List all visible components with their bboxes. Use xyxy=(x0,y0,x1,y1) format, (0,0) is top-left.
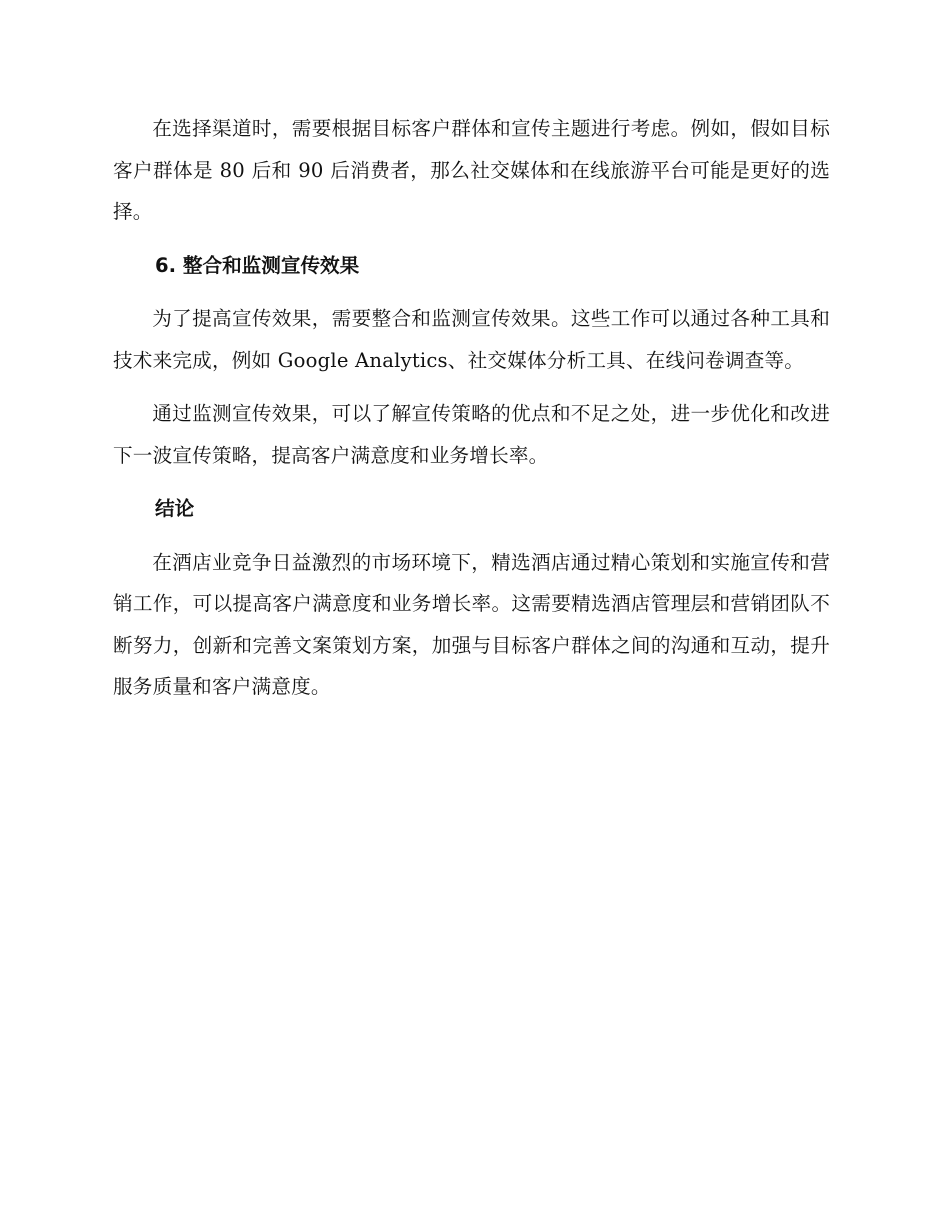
paragraph-conclusion: 在酒店业竞争日益激烈的市场环境下，精选酒店通过精心策划和实施宣传和营销工作，可以提高客户满意度和业务增长率。这需要精选酒店管理层和营销团队不断努力，创新和完善文案策划方案，加强与目标客户群体之间的沟通和互动，提升服务质量和客户满意度。 xyxy=(113,550,830,698)
paragraph-monitor-tools: 为了提高宣传效果，需要整合和监测宣传效果。这些工作可以通过各种工具和技术来完成，例如 Google Analytics、社交媒体分析工具、在线问卷调查等。 xyxy=(113,307,830,372)
section-heading-conclusion: 结论 xyxy=(155,497,195,520)
document-body xyxy=(113,108,830,720)
paragraph-monitor-benefits: 通过监测宣传效果，可以了解宣传策略的优点和不足之处，进一步优化和改进下一波宣传策略，提高客户满意度和业务增长率。 xyxy=(113,402,830,467)
paragraph-channel-selection: 在选择渠道时，需要根据目标客户群体和宣传主题进行考虑。例如，假如目标客户群体是 80 后和 90 后消费者，那么社交媒体和在线旅游平台可能是更好的选择。 xyxy=(113,117,830,223)
section-heading-integrate-monitor: 6. 整合和监测宣传效果 xyxy=(155,253,360,277)
